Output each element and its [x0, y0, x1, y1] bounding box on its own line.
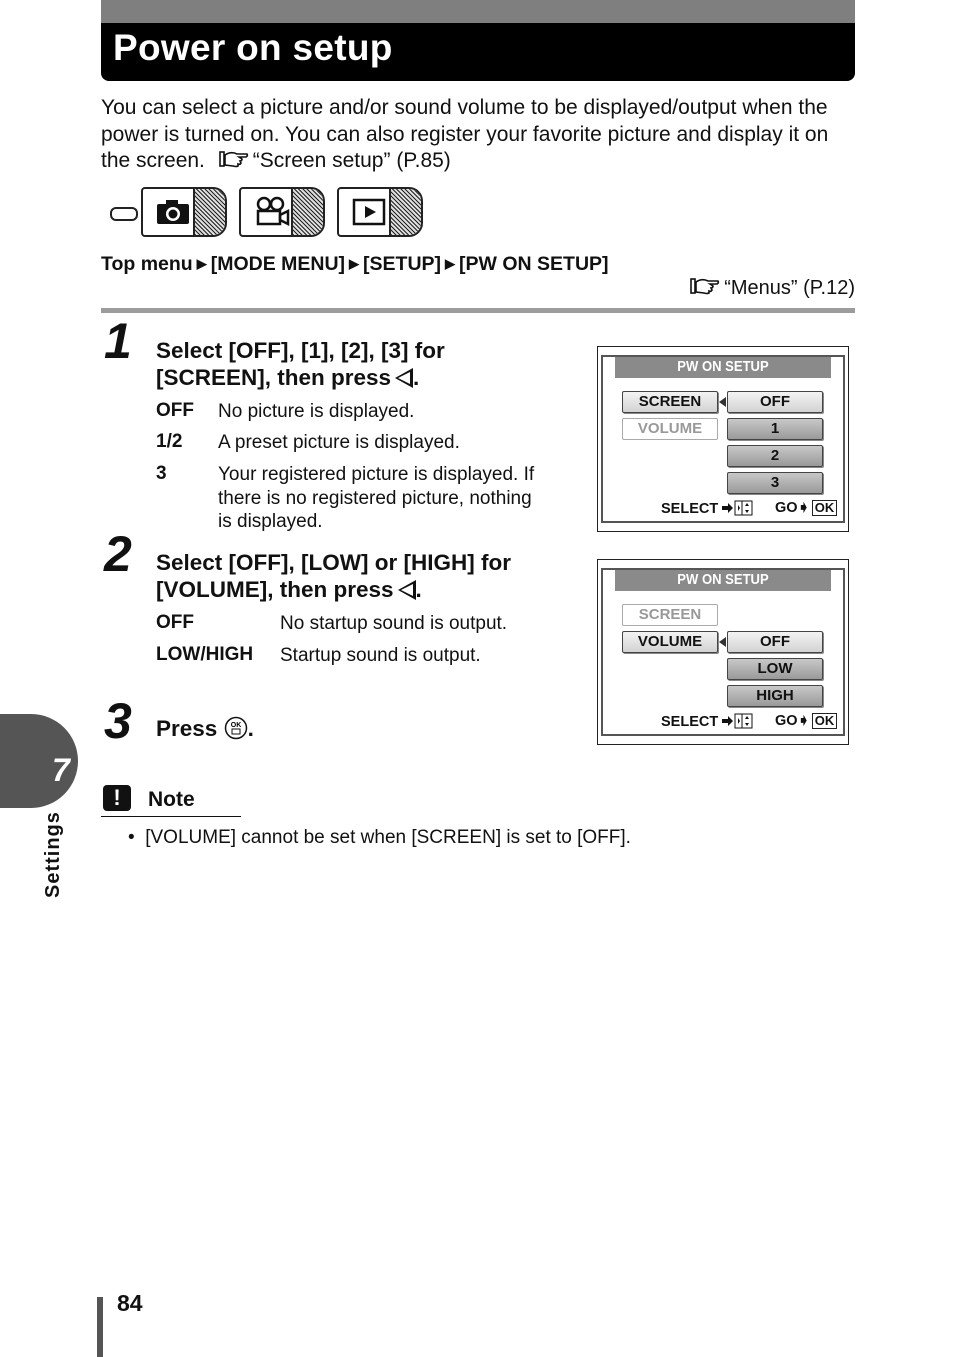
menu-path-item: [MODE MENU]: [210, 253, 346, 275]
mode-dial-movie: [239, 187, 325, 237]
movie-icon: [251, 195, 291, 229]
arrow-right-icon: ➧: [797, 713, 810, 729]
note-item-text: [VOLUME] cannot be set when [SCREEN] is set to [OFF].: [145, 827, 631, 848]
intro-text: You can select a picture and/or sound volume to be displayed/output when the power is turned on. You can also register your favorite picture and display it on the screen.: [101, 96, 829, 173]
lcd-screen-volume-setting: [597, 559, 849, 745]
lcd-ok-label: OK: [812, 500, 838, 516]
arrow-pad-icon: [722, 713, 754, 729]
lcd-menu-screen[interactable]: SCREEN: [622, 391, 718, 413]
page-number: 84: [117, 1290, 143, 1316]
menu-path-item: [PW ON SETUP]: [459, 253, 609, 275]
ok-button-icon: [224, 716, 248, 740]
arrow-pad-icon: [722, 500, 754, 516]
mode-lamp-icon: [110, 207, 138, 221]
lcd-go-label: GO: [775, 500, 798, 516]
lcd-menu-volume[interactable]: VOLUME: [622, 418, 718, 440]
page-number-bar: [97, 1297, 103, 1357]
term: OFF: [156, 400, 194, 421]
term: 1/2: [156, 431, 183, 452]
arrow-right-icon: ▶: [445, 256, 456, 271]
chapter-number: 7: [52, 752, 70, 788]
chapter-label: Settings: [42, 811, 64, 898]
term-description: Startup sound is output.: [280, 645, 481, 666]
term-description: No startup sound is output.: [280, 613, 508, 634]
step-title-text: Select [OFF], [LOW] or [HIGH] for [VOLUME], then press: [156, 550, 511, 602]
left-pointer-icon: [719, 397, 726, 407]
term: 3: [156, 463, 167, 484]
lcd-select-label: SELECT: [661, 714, 719, 730]
lcd-option[interactable]: HIGH: [727, 685, 823, 707]
menu-path: [101, 253, 609, 276]
playback-icon: [349, 195, 389, 229]
lcd-option[interactable]: OFF: [727, 631, 823, 653]
menu-path-item: [SETUP]: [363, 253, 442, 275]
bullet-icon: •: [128, 827, 146, 848]
lcd-go-hint: [775, 500, 837, 516]
camera-icon: [153, 195, 193, 229]
section-divider: [101, 308, 855, 313]
intro-paragraph: [101, 95, 861, 175]
note-item: [128, 827, 631, 849]
step-number: 2: [104, 526, 130, 582]
step-title-text: Press: [156, 716, 218, 741]
lcd-select-hint: [661, 500, 754, 517]
reference-hand-icon: [690, 277, 720, 295]
term-description: A preset picture is displayed.: [218, 432, 460, 453]
mode-dial-playback: [337, 187, 423, 237]
menus-ref-text: “Menus” (P.12): [724, 277, 855, 299]
page-title: Power on setup: [113, 27, 393, 68]
lcd-ok-label: OK: [812, 713, 838, 729]
lcd-go-hint: [775, 713, 837, 729]
term: LOW/HIGH: [156, 644, 254, 665]
lcd-option[interactable]: OFF: [727, 391, 823, 413]
intro-ref: “Screen setup” (P.85): [252, 149, 451, 173]
left-pointer-icon: [719, 637, 726, 647]
lcd-option-selected[interactable]: 1: [727, 418, 823, 440]
lcd-title: PW ON SETUP: [615, 357, 831, 378]
note-icon: !: [103, 785, 131, 811]
left-arrow-button-icon: [398, 580, 416, 600]
step-number: 3: [104, 693, 130, 749]
arrow-right-icon: ▶: [349, 256, 360, 271]
lcd-option-selected[interactable]: LOW: [727, 658, 823, 680]
step-title: Select [OFF], [LOW] or [HIGH] for [VOLUME], then press .: [156, 550, 511, 602]
lcd-option[interactable]: 3: [727, 472, 823, 494]
header-top-band: [101, 0, 855, 23]
lcd-option[interactable]: 2: [727, 445, 823, 467]
lcd-title: PW ON SETUP: [615, 570, 831, 591]
lcd-menu-screen[interactable]: SCREEN: [622, 604, 718, 626]
note-underline: [101, 816, 241, 817]
step-title-text: Select [OFF], [1], [2], [3] for [SCREEN], then press: [156, 338, 445, 390]
step-title: Press OK .: [156, 716, 254, 741]
note-label: Note: [148, 788, 195, 811]
arrow-right-icon: ▶: [196, 256, 207, 271]
lcd-menu-volume[interactable]: VOLUME: [622, 631, 718, 653]
reference-hand-icon: [219, 150, 249, 168]
menu-path-item: Top menu: [101, 253, 193, 275]
lcd-screen-screen-setting: [597, 346, 849, 532]
mode-dial-camera: [141, 187, 227, 237]
term-description: Your registered picture is displayed. If there is no registered picture, nothing is displayed.: [218, 464, 535, 532]
lcd-select-label: SELECT: [661, 501, 719, 517]
step-title: Select [OFF], [1], [2], [3] for [SCREEN], then press .: [156, 338, 445, 390]
arrow-right-icon: ➧: [797, 500, 810, 516]
left-arrow-button-icon: [395, 368, 413, 388]
term-description: No picture is displayed.: [218, 401, 415, 422]
lcd-go-label: GO: [775, 713, 798, 729]
term: OFF: [156, 612, 194, 633]
lcd-select-hint: [661, 713, 754, 730]
svg-text:OK: OK: [230, 722, 241, 729]
menus-reference: [690, 277, 855, 300]
step-number: 1: [104, 313, 130, 369]
